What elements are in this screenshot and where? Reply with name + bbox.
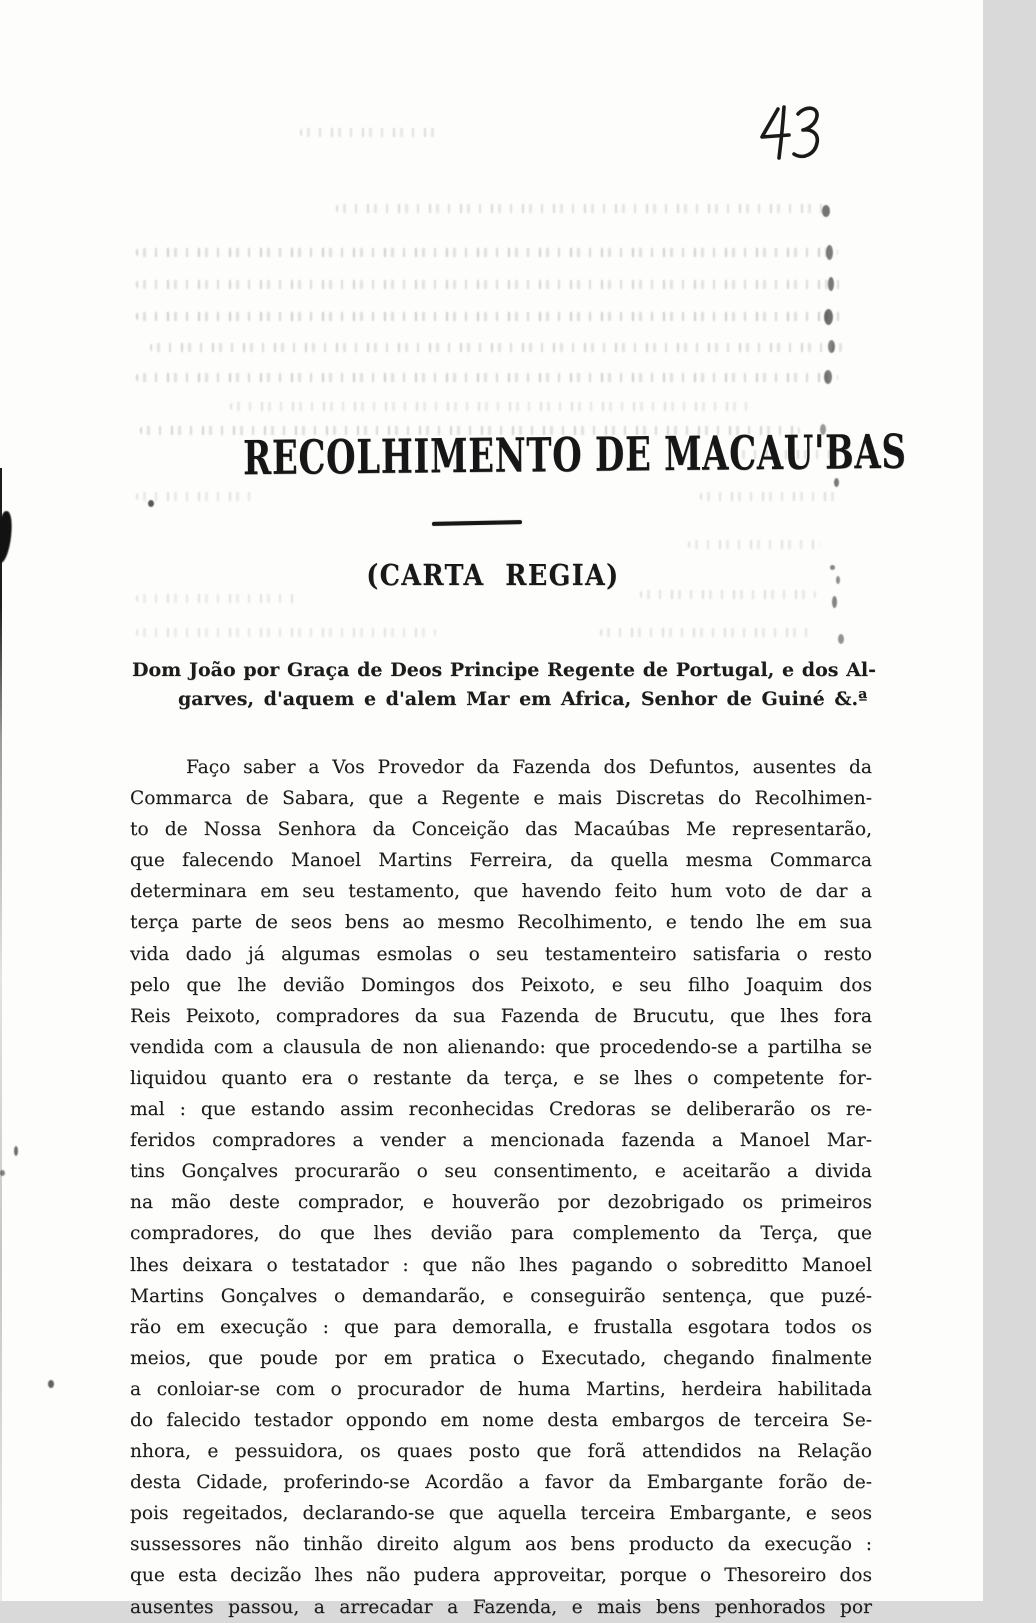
text-line: Faço saber a Vos Provedor da Fazenda dos Defuntos, ausentes da bbox=[186, 757, 872, 778]
text-line: determinara em seu testamento, que havendo feito hum voto de dar a bbox=[130, 881, 872, 903]
text-line: nhora, e pessuidora, os quaes posto que forã attendidos na Relação bbox=[130, 1441, 872, 1463]
page-edge-shadow bbox=[0, 468, 2, 1601]
bleed-through-line bbox=[136, 628, 436, 637]
ink-speck bbox=[828, 277, 834, 291]
text-line: meios, que poude por em pratica o Executado, chegando finalmente bbox=[130, 1347, 872, 1369]
text-line: sussessores não tinhão direito algum aos bens producto da execução : bbox=[130, 1534, 872, 1556]
text-line: que falecendo Manoel Martins Ferreira, da quella mesma Commarca bbox=[130, 850, 872, 872]
bleed-through-line bbox=[300, 128, 440, 137]
bleed-through-line bbox=[136, 492, 256, 501]
text-line: Martins Gonçalves o demandarão, e conseguirão sentença, que puzé- bbox=[130, 1285, 872, 1307]
bleed-through-line bbox=[136, 312, 844, 321]
text-line: do falecido testador oppondo em nome desta embargos de terceira Se- bbox=[130, 1409, 872, 1431]
ink-speck bbox=[148, 500, 154, 507]
text-line: terça parte de seos bens ao mesmo Recolhimento, e tendo lhe em sua bbox=[130, 912, 872, 934]
bleed-through-line bbox=[230, 402, 750, 411]
bleed-through-line bbox=[136, 248, 838, 257]
bleed-through-line bbox=[136, 594, 296, 603]
text-line: tins Gonçalves procurarão o seu consentimento, e aceitarão a divida bbox=[130, 1161, 872, 1183]
document-title: RECOLHIMENTO DE MACAU'BAS bbox=[242, 424, 907, 487]
ink-speck bbox=[828, 340, 835, 353]
royal-preamble bbox=[132, 656, 876, 714]
ink-speck bbox=[832, 596, 837, 608]
text-line: liquidou quanto era o restante da terça, e se lhes o competente for- bbox=[130, 1067, 872, 1089]
bleed-through-line bbox=[700, 492, 838, 501]
preamble-line: Dom João por Graça de Deos Principe Regente de Portugal, e dos Al- bbox=[132, 659, 876, 681]
bleed-through-line bbox=[336, 204, 832, 213]
preamble-line: garves, d'aquem e d'alem Mar em Africa, Senhor de Guiné &.ª bbox=[178, 688, 868, 710]
handwritten-43-icon bbox=[756, 102, 836, 172]
ink-speck bbox=[14, 1146, 18, 1156]
title-divider bbox=[432, 520, 522, 526]
text-line: ausentes passou, a arrecadar a Fazenda, e mais bens penhorados por bbox=[130, 1596, 872, 1618]
ink-speck bbox=[822, 205, 830, 217]
text-line: na mão deste comprador, e houverão por dezobrigado os primeiros bbox=[130, 1192, 872, 1214]
handwritten-page-number bbox=[756, 102, 836, 172]
body-text bbox=[130, 752, 872, 1623]
bleed-through-line bbox=[600, 628, 816, 637]
bleed-through-line bbox=[136, 280, 842, 289]
text-line: Commarca de Sabara, que a Regente e mais Discretas do Recolhimen- bbox=[130, 788, 872, 810]
ink-speck bbox=[838, 634, 844, 644]
text-line: to de Nossa Senhora da Conceição das Macaúbas Me representarão, bbox=[130, 819, 872, 841]
ink-speck bbox=[824, 370, 832, 384]
text-line: desta Cidade, proferindo-se Acordão a favor da Embargante forão de- bbox=[130, 1472, 872, 1494]
bleed-through-line bbox=[136, 373, 838, 382]
text-line: pelo que lhe devião Domingos dos Peixoto, e seu filho Joaquim dos bbox=[130, 974, 872, 996]
text-line: Reis Peixoto, compradores da sua Fazenda de Brucutu, que lhes fora bbox=[130, 1005, 872, 1027]
text-line: que esta decizão lhes não pudera approveitar, porque o Thesoreiro dos bbox=[130, 1565, 872, 1587]
bleed-through-line bbox=[688, 540, 820, 549]
ink-speck bbox=[48, 1380, 54, 1388]
text-line: lhes deixara o testatador : que não lhes pagando o sobreditto Manoel bbox=[130, 1254, 872, 1276]
bleed-through-line bbox=[150, 343, 844, 352]
text-line: a conloiar-se com o procurador de huma Martins, herdeira habilitada bbox=[130, 1378, 872, 1400]
ink-speck bbox=[824, 309, 833, 325]
text-line: vendida com a clausula de non alienando: que procedendo-se a partilha se bbox=[130, 1036, 872, 1058]
text-line: pois regeitados, declarando-se que aquella terceira Embargante, e seos bbox=[130, 1503, 872, 1525]
text-line: compradores, do que lhes devião para complemento da Terça, que bbox=[130, 1223, 872, 1245]
page-edge-ink-blot bbox=[0, 510, 15, 564]
text-line: feridos compradores a vender a mencionada fazenda a Manoel Mar- bbox=[130, 1130, 872, 1152]
text-line: mal : que estando assim reconhecidas Credoras se deliberarão os re- bbox=[130, 1099, 872, 1121]
ink-speck bbox=[826, 245, 833, 260]
document-subtitle: (CARTA REGIA) bbox=[366, 558, 620, 592]
text-line: rão em execução : que para demoralla, e frustalla esgotara todos os bbox=[130, 1316, 872, 1338]
text-line: vida dado já algumas esmolas o seu testamenteiro satisfaria o resto bbox=[130, 943, 872, 965]
